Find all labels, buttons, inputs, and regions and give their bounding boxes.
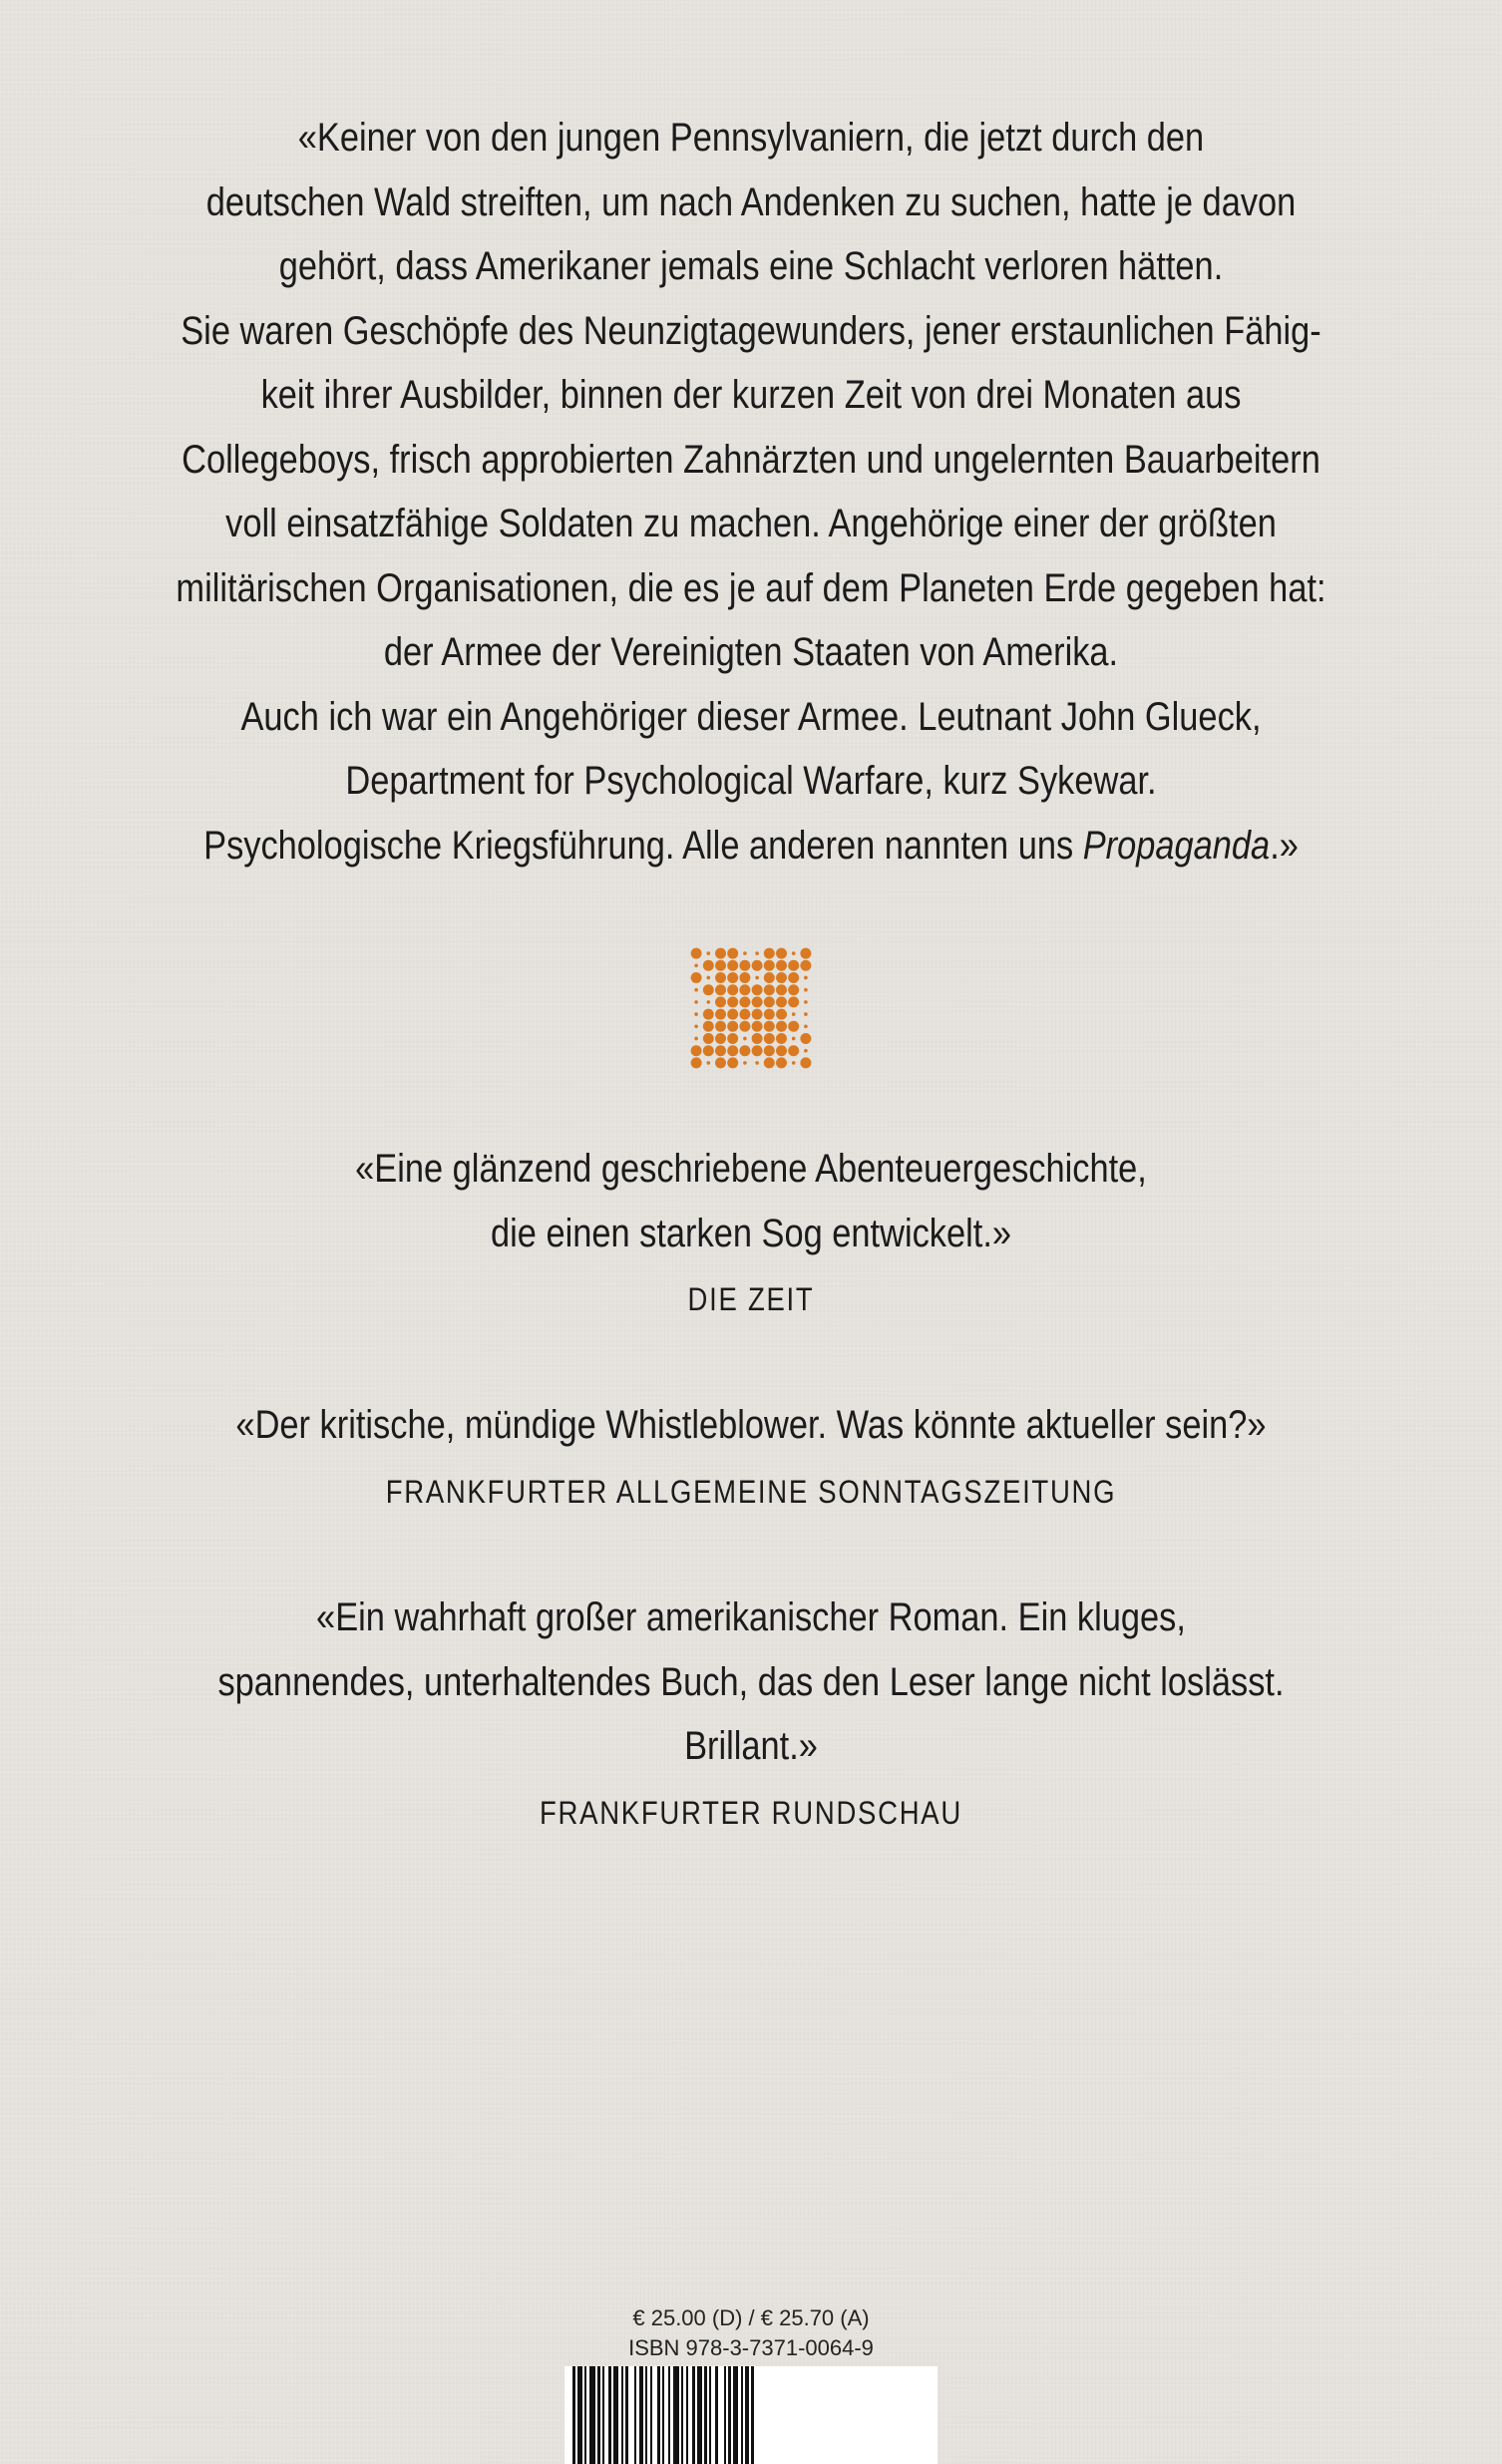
review-quote-line: die einen starken Sog entwickelt.»: [490, 1211, 1012, 1255]
barcode-bar: [602, 2366, 604, 2464]
excerpt-line: gehört, dass Amerikaner jemals eine Schlacht verloren hätten.: [278, 244, 1224, 288]
ornament-dot: [792, 1037, 796, 1041]
review-quote: [157, 1393, 1345, 1458]
ornament-dot: [715, 1009, 726, 1020]
barcode-bar: [724, 2366, 726, 2464]
price-label: € 25.00 (D) / € 25.70 (A): [632, 2305, 870, 2330]
ornament-dot: [743, 1037, 747, 1041]
review-faz: [60, 1393, 1442, 1512]
barcode-bar: [589, 2366, 595, 2464]
review-quote-line: «Eine glänzend geschriebene Abenteuergeschichte,: [355, 1147, 1147, 1191]
ornament-dot: [752, 984, 763, 995]
book-excerpt: [157, 106, 1345, 878]
excerpt-line: Collegeboys, frisch approbierten Zahnärzten und ungelernten Bauarbeitern: [182, 437, 1320, 482]
ornament-dot: [727, 1057, 738, 1068]
review-quote-line: spannendes, unterhaltendes Buch, das den Leser lange nicht loslässt.: [217, 1659, 1285, 1704]
excerpt-line: keit ihrer Ausbilder, binnen der kurzen Zeit von drei Monaten aus: [260, 373, 1242, 417]
ornament-dot: [788, 960, 799, 971]
ornament-dot: [792, 1012, 796, 1016]
ornament-dot: [694, 1012, 698, 1016]
ornament-dot: [715, 996, 726, 1007]
barcode-bar: [692, 2366, 695, 2464]
review-quote-line: «Der kritische, mündige Whistleblower. Was könnte aktueller sein?»: [235, 1403, 1267, 1447]
ornament-dot: [691, 972, 702, 983]
ornament-dot: [764, 1045, 775, 1056]
ornament-dot: [703, 1045, 714, 1056]
barcode-bar: [572, 2366, 575, 2464]
ornament-dot: [804, 1049, 808, 1053]
review-die-zeit: [60, 1137, 1442, 1319]
ornament-dot: [752, 1009, 763, 1020]
barcode-bar: [668, 2366, 670, 2464]
excerpt-last-line-prefix: Psychologische Kriegsführung. Alle anderen nannten uns: [203, 823, 1083, 868]
ornament-dot: [727, 948, 738, 959]
ornament-dot: [739, 984, 750, 995]
ornament-dot: [752, 1021, 763, 1032]
ornament-dot: [764, 948, 775, 959]
ornament-dot: [694, 1024, 698, 1028]
ornament-dot: [727, 984, 738, 995]
barcode-bar: [662, 2366, 664, 2464]
excerpt-line: der Armee der Vereinigten Staaten von Amerika.: [383, 630, 1119, 674]
ornament-dot: [776, 1021, 787, 1032]
ornament-dot: [804, 1012, 808, 1016]
barcode-bar: [625, 2366, 628, 2464]
ornament-dot: [739, 960, 750, 971]
ornament-dot: [776, 1033, 787, 1044]
barcode-bar: [686, 2366, 688, 2464]
review-source: FRANKFURTER ALLGEMEINE SONNTAGSZEITUNG: [385, 1473, 1117, 1510]
ornament-dot: [743, 1061, 747, 1065]
barcode-bar: [650, 2366, 652, 2464]
ornament-dot: [694, 988, 698, 992]
ornament-dot: [691, 1045, 702, 1056]
ornament-dot: [752, 960, 763, 971]
ornament-dot: [706, 951, 710, 955]
ornament-dot: [739, 1045, 750, 1056]
ornament-dot: [715, 1033, 726, 1044]
ornament-dot: [727, 1009, 738, 1020]
ornament-dot: [776, 948, 787, 959]
isbn-label: ISBN 978-3-7371-0064-9: [628, 2335, 874, 2360]
ornament-dot: [804, 1024, 808, 1028]
ornament-dot: [755, 976, 759, 980]
review-frankfurter-rundschau: [60, 1585, 1442, 1833]
barcode-bar: [608, 2366, 611, 2464]
ornament-dot: [764, 1033, 775, 1044]
ornament-dot: [703, 1033, 714, 1044]
ornament-dot: [727, 996, 738, 1007]
ornament-dot: [694, 1037, 698, 1041]
ornament-dot: [727, 1045, 738, 1056]
excerpt-line: Sie waren Geschöpfe des Neunzigtagewunders, jener erstaunlichen Fähig-: [181, 308, 1321, 353]
ornament-dot: [804, 988, 808, 992]
ornament-dot: [739, 1009, 750, 1020]
barcode-bar: [613, 2366, 618, 2464]
ornament-dot: [743, 951, 747, 955]
barcode-bar: [639, 2366, 643, 2464]
ornament-dot: [755, 951, 759, 955]
barcode-icon: [564, 2366, 938, 2464]
ornament-dot: [764, 1057, 775, 1068]
ornament-dot: [800, 948, 811, 959]
ornament-dot: [752, 1033, 763, 1044]
ornament-dot: [715, 960, 726, 971]
ornament-dot: [739, 972, 750, 983]
ornament-dot: [764, 996, 775, 1007]
barcode-bar: [733, 2366, 738, 2464]
barcode-bar: [697, 2366, 702, 2464]
ornament-dot: [764, 1021, 775, 1032]
ornament-dot: [703, 1009, 714, 1020]
orange-dot-pattern-ornament-icon: [690, 947, 812, 1069]
ornament-dot: [804, 976, 808, 980]
ornament-dot: [706, 1000, 710, 1004]
ornament-dot: [776, 1045, 787, 1056]
barcode-bar: [741, 2366, 743, 2464]
review-quote: [157, 1137, 1345, 1265]
ornament-dot: [752, 1045, 763, 1056]
ornament-dot: [776, 996, 787, 1007]
barcode-bar: [715, 2366, 718, 2464]
ornament-dot: [703, 960, 714, 971]
barcode-bar: [704, 2366, 707, 2464]
excerpt-italic-word: Propaganda: [1082, 823, 1271, 868]
barcode-bar: [634, 2366, 636, 2464]
excerpt-line: Department for Psychological Warfare, kurz Sykewar.: [345, 759, 1157, 803]
barcode-bar: [681, 2366, 683, 2464]
ornament-dot: [703, 1021, 714, 1032]
barcode-bar: [673, 2366, 679, 2464]
ornament-dot: [792, 951, 796, 955]
ornament-dot: [764, 972, 775, 983]
ornament-dot: [715, 972, 726, 983]
barcode-bar: [751, 2366, 754, 2464]
review-quote-line: «Ein wahrhaft großer amerikanischer Roman. Ein kluges,: [316, 1595, 1186, 1639]
ornament-dot: [691, 1057, 702, 1068]
excerpt-line: Auch ich war ein Angehöriger dieser Armee. Leutnant John Glueck,: [240, 694, 1262, 739]
ornament-dot: [800, 1057, 811, 1068]
review-source: FRANKFURTER RUNDSCHAU: [540, 1794, 962, 1831]
ornament-dot: [788, 1021, 799, 1032]
ornament-dot: [788, 984, 799, 995]
ornament-dot: [703, 984, 714, 995]
barcode-bar: [657, 2366, 660, 2464]
review-quote: [157, 1585, 1345, 1779]
ornament-dot: [788, 996, 799, 1007]
ornament-dot: [776, 972, 787, 983]
ornament-dot: [715, 948, 726, 959]
excerpt-last-line: [157, 814, 1345, 879]
ornament-dot: [792, 1061, 796, 1065]
ornament-dot: [739, 1021, 750, 1032]
ornament-dot: [776, 1009, 787, 1020]
ornament-dot: [764, 984, 775, 995]
ornament-dot: [727, 1021, 738, 1032]
ornament-dot: [755, 1061, 759, 1065]
ornament-dot: [715, 1057, 726, 1068]
excerpt-line: voll einsatzfähige Soldaten zu machen. Angehörige einer der größten: [225, 502, 1277, 545]
ornament-dot: [776, 984, 787, 995]
ornament-dot: [727, 1033, 738, 1044]
barcode-bar: [709, 2366, 711, 2464]
excerpt-line: militärischen Organisationen, die es je auf dem Planeten Erde gegeben hat:: [176, 565, 1326, 610]
review-quote-line: Brillant.»: [684, 1724, 818, 1768]
ornament-dot: [752, 996, 763, 1007]
ornament-dot: [764, 1009, 775, 1020]
price-isbn-block: [552, 2303, 950, 2363]
ornament-dot: [764, 960, 775, 971]
ornament-dot: [715, 984, 726, 995]
barcode-bar: [728, 2366, 731, 2464]
review-source: DIE ZEIT: [687, 1281, 815, 1317]
ornament-dot: [788, 972, 799, 983]
barcode-bar: [597, 2366, 600, 2464]
ornament-dot: [800, 960, 811, 971]
excerpt-last-line-suffix: .»: [1270, 823, 1299, 868]
barcode-bar: [645, 2366, 647, 2464]
ornament-dot: [739, 996, 750, 1007]
ornament-dot: [706, 976, 710, 980]
ornament-dot: [727, 960, 738, 971]
ornament-dot: [691, 948, 702, 959]
excerpt-line: «Keiner von den jungen Pennsylvaniern, die jetzt durch den: [297, 116, 1205, 160]
barcode-bar: [584, 2366, 586, 2464]
excerpt-line: deutschen Wald streiften, um nach Andenken zu suchen, hatte je davon: [205, 179, 1297, 224]
ornament-dot: [804, 1000, 808, 1004]
ornament-dot: [694, 1000, 698, 1004]
ornament-dot: [800, 1033, 811, 1044]
ornament-dot: [776, 1057, 787, 1068]
barcode-bar: [745, 2366, 749, 2464]
barcode-bar: [577, 2366, 582, 2464]
ornament-dot: [727, 972, 738, 983]
ornament-dot: [788, 1045, 799, 1056]
ornament-dot: [706, 1061, 710, 1065]
ornament-dot: [715, 1021, 726, 1032]
ornament-dot: [776, 960, 787, 971]
ornament-dot: [715, 1045, 726, 1056]
barcode-bar: [621, 2366, 623, 2464]
ornament-dot: [694, 963, 698, 967]
